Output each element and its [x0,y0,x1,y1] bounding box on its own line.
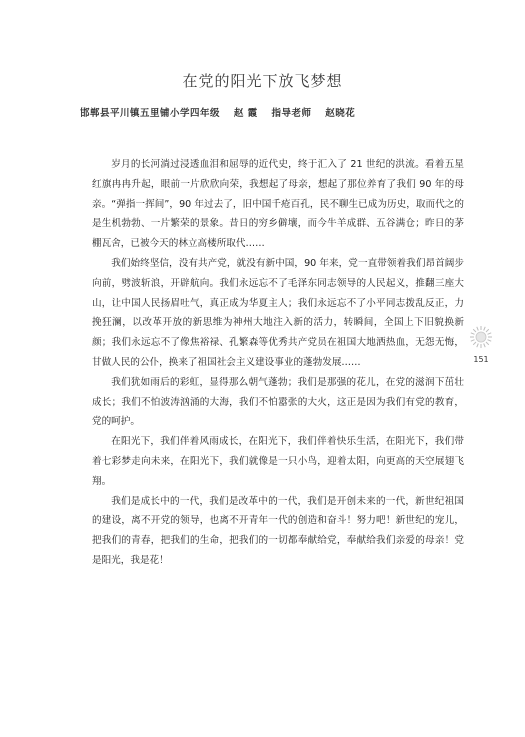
paragraph: 我们始终坚信，没有共产党，就没有新中国，90 年来，党一直带领着我们昂首阔步向前，劈波斩浪，开辟航向。我们永远忘不了毛泽东同志领导的人民起义，推翻三座大山，让中国人民扬眉吐气，真正成为华夏主人；我们永远忘不了小平同志拨乱反正，力挽狂澜，以改革开放的新思维为神州大地注入新的活力，转瞬间，全国上下旧貌换新颜；我们永远忘不了像焦裕禄、孔繁森等优秀共产党员在祖国大地洒热血，无怨无悔，甘做人民的公仆，换来了祖国社会主义建设事业的蓬勃发展…… [92,257,464,368]
page-number-mark [467,325,495,373]
sunburst-icon [469,325,493,349]
byline-teacher: 赵晓花 [325,108,356,119]
byline-teacher-label: 指导老师 [271,108,312,119]
paragraph: 岁月的长河淌过浸透血泪和屈辱的近代史，终于汇入了 21 世纪的洪流。看着五星红旗冉冉升起，眼前一片欣欣向荣，我想起了母亲，想起了那位养育了我们 90 年的母亲。“弹指一挥间”，90 年过去了，旧中国千疮百孔，民不聊生已成为历史，取而代之的是生机勃勃、一片繁荣的景象。昔日的穷乡僻壤，而今牛羊成群、五谷满仓；昨日的茅棚瓦舍，已被今天的林立高楼所取代…… [92,159,464,250]
document-title: 在党的阳光下放飞梦想 [182,72,343,90]
paragraph: 我们犹如雨后的彩虹，显得那么朝气蓬勃；我们是那强的花儿，在党的滋润下茁壮成长；我们不怕波涛汹涌的大海，我们不怕嚣张的大火，这正是因为我们有党的教育，党的呵护。 [92,376,464,428]
paragraph: 在阳光下，我们伴着风雨成长，在阳光下，我们伴着快乐生活，在阳光下，我们带着七彩梦走向未来，在阳光下，我们就像是一只小鸟，迎着太阳，向更高的天空展翅飞翔。 [92,436,464,487]
page-number: 151 [473,355,489,364]
article-body [92,155,464,571]
byline [80,105,480,119]
byline-author: 赵 霞 [233,108,258,119]
paragraph: 我们是成长中的一代，我们是改革中的一代，我们是开创未来的一代，新世纪祖国的建设，离不开党的领导，也离不开青年一代的创造和奋斗！努力吧！新世纪的宠儿，把我们的青春，把我们的生命，把我们的一切都奉献给党，奉献给我们亲爱的母亲！党是阳光，我是花！ [92,495,464,566]
byline-school: 邯郸县平川镇五里铺小学四年级 [80,108,221,119]
